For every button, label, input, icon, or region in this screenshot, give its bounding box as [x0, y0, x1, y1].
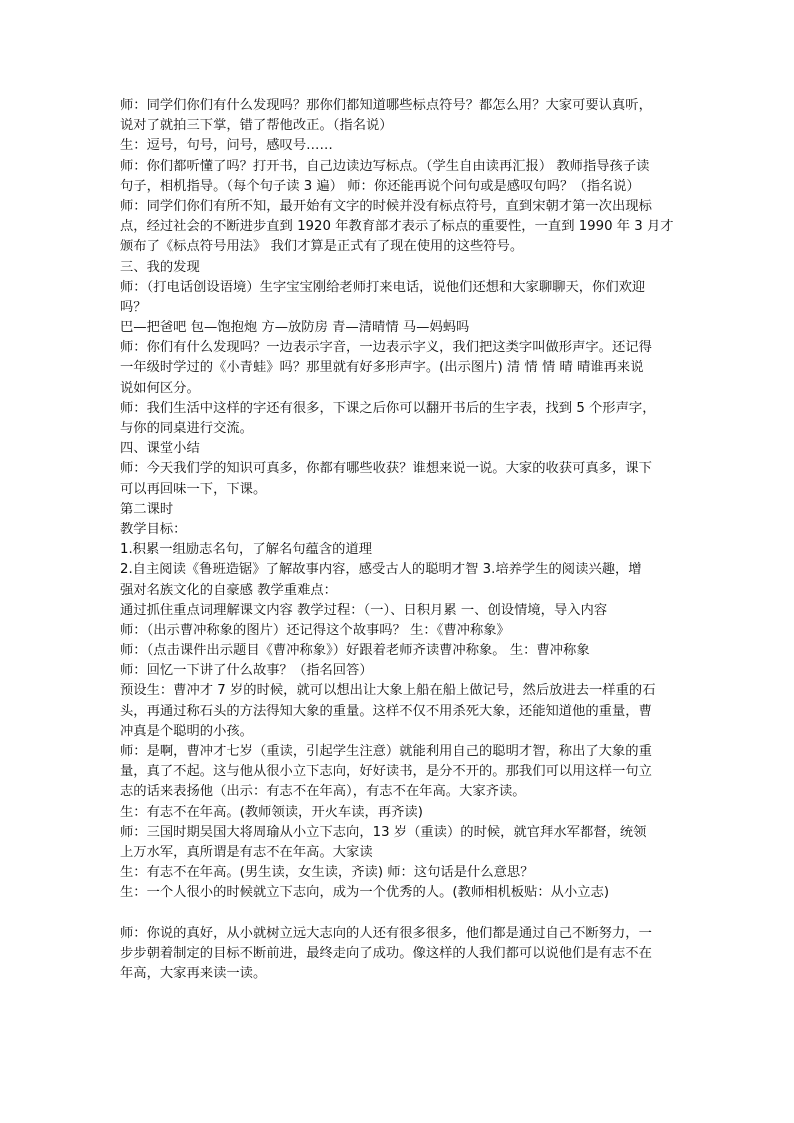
text-line: 生：有志不在年高。(男生读，女生读，齐读) 师：这句话是什么意思？: [120, 865, 534, 881]
section-heading: 三、我的发现: [120, 259, 200, 275]
text-line: 量，真了不起。这与他从很小立下志向，好好读书，是分不开的。那我们可以用这样一句立: [120, 764, 652, 780]
text-line: 句子，相机指导。（每个句子读 3 遍） 师：你还能再说个问句或是感叹句吗？（指名说）: [120, 178, 640, 194]
text-line: 一年级时学过的《小青蛙》吗？那里就有好多形声字。(出示图片) 清 情 情 晴 晴谁再来说: [120, 360, 644, 376]
text-line: 师：同学们你们有什么发现吗？那你们都知道哪些标点符号？都怎么用？大家可要认真听，: [120, 98, 652, 113]
text-line: 师：你们有什么发现吗？一边表示字音，一边表示字义，我们把这类字叫做形声字。还记得: [120, 340, 652, 356]
section-heading: 第二课时: [120, 501, 174, 517]
text-line: 师：是啊，曹冲才七岁（重读，引起学生注意）就能利用自己的聪明才智，称出了大象的重: [120, 744, 652, 759]
text-line: 巴—把爸吧 包—饱抱炮 方—放防房 青—清晴情 马—妈蚂吗: [120, 320, 470, 336]
text-line: 志的话来表扬他（出示：有志不在年高），有志不在年高。大家齐读。: [120, 784, 526, 800]
text-line: 师：（出示曹冲称象的图片）还记得这个故事吗？ 生：《曹冲称象》: [120, 622, 510, 638]
text-line: 师：三国时期吴国大将周瑜从小立下志向，13 岁（重读）的时候，就官拜水军都督，统领: [120, 824, 647, 840]
text-line: 与你的同桌进行交流。: [120, 421, 253, 436]
text-line: 师：同学们你们有所不知，最开始有文字的时候并没有标点符号，直到宋朝才第一次出现标: [120, 198, 652, 214]
text-line: 师：你们都听懂了吗？打开书，自己边读边写标点。（学生自由读再汇报） 教师指导孩子读: [120, 158, 650, 174]
text-line: 强对名族文化的自豪感 教学重难点：: [120, 582, 337, 598]
text-line: 吗？: [120, 299, 147, 315]
text-line: 头，再通过称石头的方法得知大象的重量。这样不仅不用杀死大象，还能知道他的重量，曹: [120, 703, 652, 719]
text-line: 上万水军，真所谓是有志不在年高。大家读: [120, 844, 373, 860]
text-line: 颁布了《标点符号用法》 我们才算是正式有了现在使用的这些符号。: [120, 239, 524, 255]
text-line: 冲真是个聪明的小孩。: [120, 723, 253, 739]
text-line: 师：（打电话创设语境）生字宝宝刚给老师打来电话，说他们还想和大家聊聊天，你们欢迎: [120, 279, 646, 295]
text-line: 说如何区分。: [120, 380, 200, 396]
text-line: 通过抓住重点词理解课文内容 教学过程：（一）、日积月累 一、创设情境，导入内容: [120, 602, 608, 618]
text-line: 可以再回味一下，下课。: [120, 481, 267, 497]
blank-line: [120, 904, 676, 924]
text-line: 师：你说的真好，从小就树立远大志向的人还有很多很多，他们都是通过自己不断努力，一: [120, 925, 652, 941]
text-line: 师：回忆一下讲了什么故事？（指名回答）: [120, 663, 373, 679]
section-heading: 四、课堂小结: [120, 441, 200, 457]
text-line: 1.积累一组励志名句，了解名句蕴含的道理: [120, 542, 373, 558]
text-line: 师：今天我们学的知识可真多，你都有哪些收获？谁想来说一说。大家的收获可真多，课下: [120, 461, 652, 477]
text-line: 教学目标：: [120, 521, 187, 537]
text-line: 生：逗号，句号，问号，感叹号……: [120, 138, 333, 154]
text-line: 生：一个人很小的时候就立下志向，成为一个优秀的人。(教师相机板贴：从小立志): [120, 885, 610, 901]
text-line: 点，经过社会的不断进步直到 1920 年教育部才表示了标点的重要性，一直到 1990 年 3 月才: [120, 219, 674, 235]
text-line: 师：（点击课件出示题目《曹冲称象》）好跟着老师齐读曹冲称象。 生：曹冲称象: [120, 643, 590, 659]
text-line: 说对了就拍三下掌，错了帮他改正。（指名说）: [120, 118, 393, 134]
text-line: 生：有志不在年高。(教师领读，开火车读，再齐读): [120, 804, 423, 820]
text-line: 2.自主阅读《鲁班造锯》了解故事内容，感受古人的聪明才智 3.培养学生的阅读兴趣，增: [120, 562, 642, 578]
text-line: 年高，大家再来读一读。: [120, 966, 267, 982]
text-line: 师：我们生活中这样的字还有很多，下课之后你可以翻开书后的生字表，找到 5 个形声字，: [120, 400, 656, 416]
text-line: 预设生：曹冲才 7 岁的时候，就可以想出让大象上船在船上做记号，然后放进去一样重的石: [120, 683, 656, 699]
text-line: 步步朝着制定的目标不断前进，最终走向了成功。像这样的人我们都可以说他们是有志不在: [120, 945, 652, 961]
document-body: [120, 96, 676, 984]
